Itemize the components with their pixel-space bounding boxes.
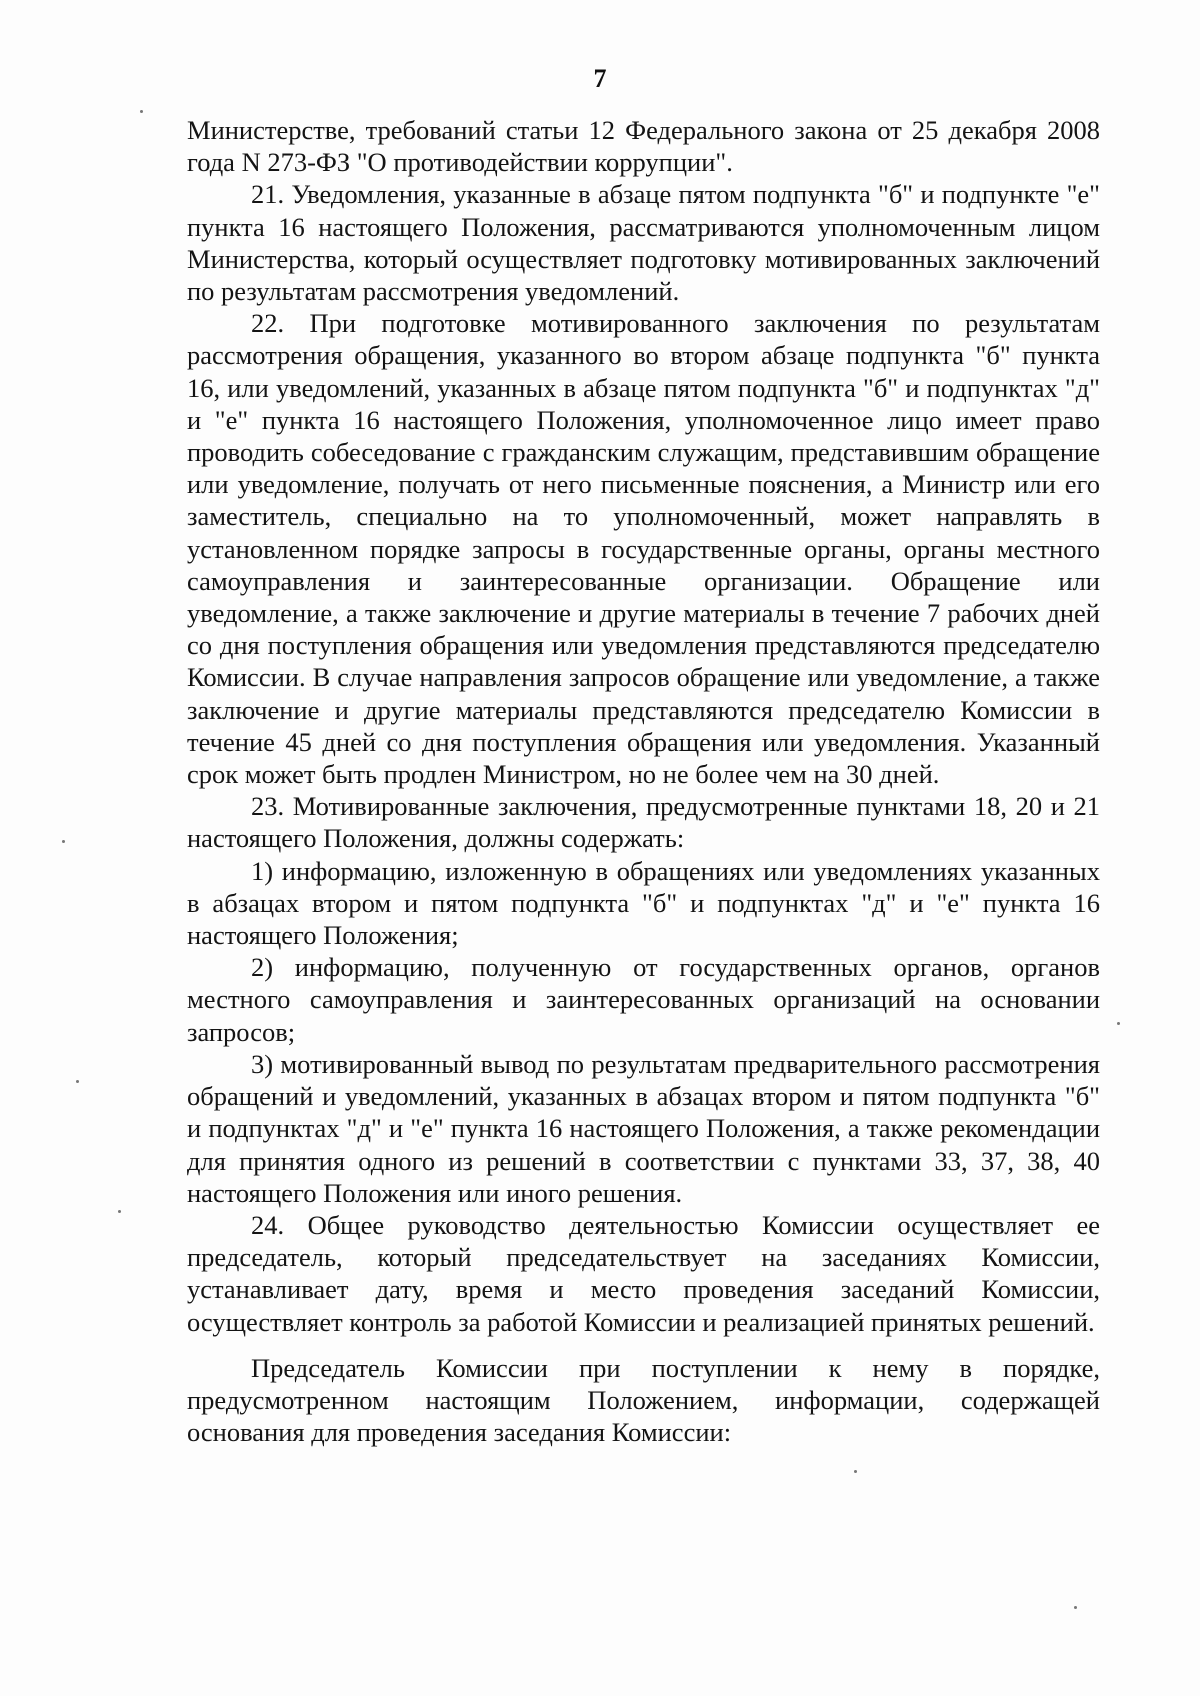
paragraph-24: 24. Общее руководство деятельностью Комиссии осуществляет ее председатель, который председательствует на заседаниях Комиссии, устанавливает дату, время и место проведения заседаний Комиссии, осуществляет контроль за работой Комиссии и реализацией принятых решений.	[187, 1209, 1100, 1337]
paragraph-continuation: Министерстве, требований статьи 12 Федерального закона от 25 декабря 2008 года N 273-ФЗ "О противодействии коррупции".	[187, 115, 1100, 178]
scan-speck	[76, 1080, 79, 1083]
document-body	[187, 114, 1100, 1448]
scan-speck	[140, 110, 143, 113]
paragraph-23-item-3: 3) мотивированный вывод по результатам предварительного рассмотрения обращений и уведомлений, указанных в абзацах втором и пятом подпункта "б" и подпунктах "д" и "е" пункта 16 настоящего Положения, а также рекомендации для принятия одного из решений в соответствии с пунктами 33, 37, 38, 40 настоящего Положения или иного решения.	[187, 1048, 1100, 1208]
scan-speck	[62, 840, 65, 843]
paragraph-22: 22. При подготовке мотивированного заключения по результатам рассмотрения обращения, указанного во втором абзаце подпункта "б" пункта 16, или уведомлений, указанных в абзаце пятом подпункта "б" и подпунктах "д" и "е" пункта 16 настоящего Положения, уполномоченное лицо имеет право проводить собеседование с гражданским служащим, представившим обращение или уведомление, получать от него письменные пояснения, а Министр или его заместитель, специально на то уполномоченный, может направлять в установленном порядке запросы в государственные органы, органы местного самоуправления и заинтересованные организации. Обращение или уведомление, а также заключение и другие материалы в течение 7 рабочих дней со дня поступления обращения или уведомления представляются председателю Комиссии. В случае направления запросов обращение или уведомление, а также заключение и другие материалы представляются председателю Комиссии в течение 45 дней со дня поступления обращения или уведомления. Указанный срок может быть продлен Министром, но не более чем на 30 дней.	[187, 308, 1100, 790]
scan-speck	[1074, 1606, 1077, 1609]
paragraph-21: 21. Уведомления, указанные в абзаце пятом подпункта "б" и подпункте "е" пункта 16 настоящего Положения, рассматриваются уполномоченным лицом Министерства, который осуществляет подготовку мотивированных заключений по результатам рассмотрения уведомлений.	[187, 179, 1100, 307]
paragraph-24-chairman: Председатель Комиссии при поступлении к нему в порядке, предусмотренном настоящим Положением, информации, содержащей основания для проведения заседания Комиссии:	[187, 1352, 1100, 1448]
paragraph-23: 23. Мотивированные заключения, предусмотренные пунктами 18, 20 и 21 настоящего Положения, должны содержать:	[187, 791, 1100, 854]
scan-speck	[854, 1470, 857, 1473]
scan-speck	[1117, 1022, 1120, 1025]
paragraph-23-item-1: 1) информацию, изложенную в обращениях или уведомлениях указанных в абзацах втором и пятом подпункта "б" и подпунктах "д" и "е" пункта 16 настоящего Положения;	[187, 855, 1100, 951]
page-number: 7	[593, 64, 607, 93]
paragraph-23-item-2: 2) информацию, полученную от государственных органов, органов местного самоуправления и заинтересованных организаций на основании запросов;	[187, 952, 1100, 1047]
scan-speck	[118, 1210, 121, 1213]
